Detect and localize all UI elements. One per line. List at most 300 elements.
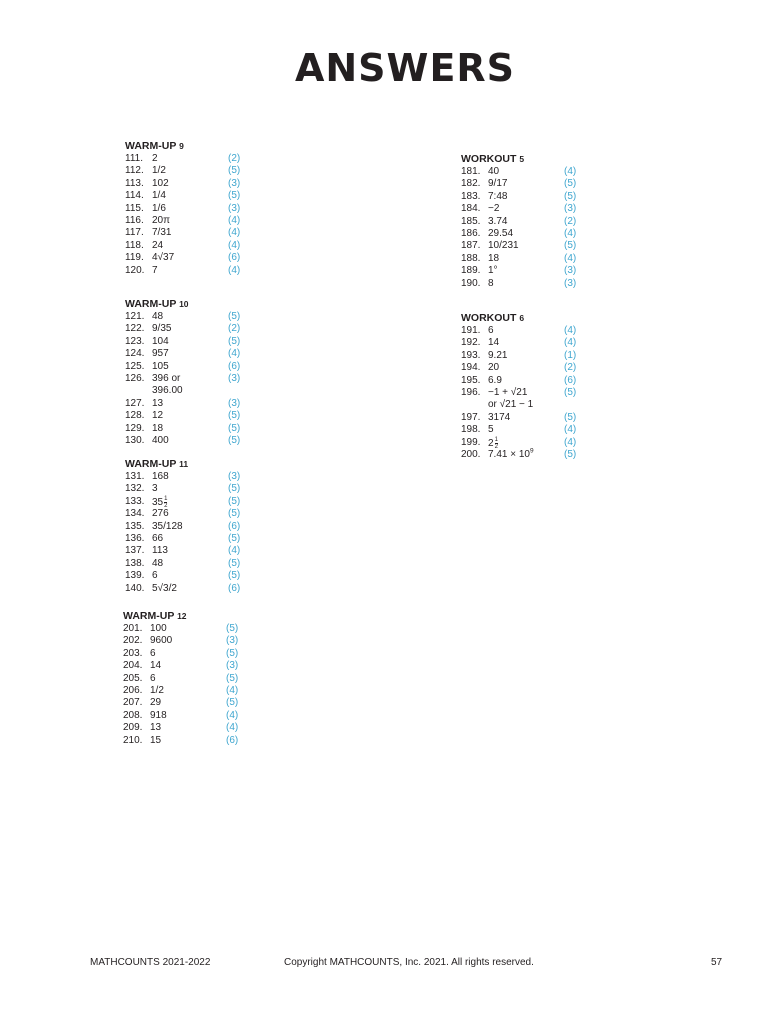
problem-number: 205. [123,672,143,684]
answer-text: 4√37 [152,252,175,264]
answer-row [123,673,293,685]
difficulty-rating: (6) [228,252,241,264]
answer-value [150,697,161,709]
answer-value [488,203,499,215]
answer-text: 1/6 [152,202,166,214]
answer-value [488,253,499,265]
answer-row [125,373,295,385]
difficulty-rating: (5) [226,672,239,684]
section-number: 12 [177,611,187,621]
difficulty-rating: (4) [228,227,241,239]
problem-number: 206. [123,684,143,696]
answer-value [152,190,166,202]
problem-number: 204. [123,660,143,672]
answer-section [123,610,293,747]
problem-number: 113. [125,177,144,189]
answer-row [461,437,631,449]
difficulty-rating: (5) [228,532,241,544]
answer-row [123,623,293,635]
difficulty-rating: (3) [228,471,241,482]
difficulty-rating: (4) [228,545,241,557]
section-label: WARM-UP [125,298,177,310]
answer-text: 9/35 [152,323,172,335]
problem-number: 207. [123,697,143,709]
answer-text: 9.21 [488,349,508,361]
difficulty-rating: (5) [228,422,241,434]
answer-text: 12 [152,410,164,422]
difficulty-rating: (6) [228,520,241,532]
difficulty-rating: (3) [226,635,239,647]
answer-text: 957 [152,348,169,360]
problem-number: 117. [125,227,144,239]
page-title: ANSWERS [294,46,516,90]
answer-text: 2 [488,437,494,449]
answer-value [152,323,171,335]
answer-text: 105 [152,360,169,372]
answer-value [488,375,502,387]
answer-text: 1/2 [150,684,164,696]
problem-number: 187. [461,240,481,252]
difficulty-rating: (3) [228,397,241,409]
answer-value [488,325,494,337]
problem-number: 202. [123,635,143,647]
difficulty-rating: (4) [226,709,239,721]
answer-value [152,508,169,520]
answer-text: 7/31 [152,227,172,239]
answer-value [150,648,156,660]
answer-row [123,685,293,697]
answer-value [152,583,177,595]
answer-value [152,521,183,533]
answer-row [125,178,295,190]
problem-number: 191. [461,325,481,336]
answer-value [150,685,164,697]
difficulty-rating: (5) [564,240,577,252]
answer-text: 7.41 × 10 [488,448,530,460]
section-number: 6 [519,313,525,323]
section-heading [125,140,295,153]
answer-row [125,190,295,202]
answer-row [461,412,631,424]
answer-value [488,191,507,203]
section-label: WORKOUT [461,312,517,324]
answer-text: 102 [152,177,169,189]
section-label: WARM-UP [125,458,177,470]
answer-value [152,558,163,570]
answer-value [152,153,158,165]
answer-value [488,362,499,374]
problem-number: 209. [123,722,143,734]
answer-row [461,387,631,399]
footer-left: MATHCOUNTS 2021-2022 [90,957,211,968]
answer-row [125,311,295,323]
answer-text: 48 [152,557,164,569]
answer-value [152,252,174,264]
answer-text: 6 [150,672,156,684]
answer-text: 13 [150,722,162,734]
answer-text: 20 [488,362,500,374]
answer-row [125,423,295,435]
answer-row [461,178,631,190]
answer-row [461,166,631,178]
problem-number: 201. [123,623,143,634]
answer-row [125,227,295,239]
difficulty-rating: (4) [564,436,577,448]
problem-number: 130. [125,434,145,446]
section-heading [123,610,293,623]
answer-text: 1° [488,265,498,277]
answer-text: 3 [152,483,158,495]
answer-value [150,722,161,734]
answer-row [461,203,631,215]
answer-text: 6.9 [488,374,502,386]
answer-value [152,178,169,190]
difficulty-rating: (5) [226,647,239,659]
section-label: WORKOUT [461,153,517,165]
section-heading [461,312,631,325]
problem-number: 133. [125,495,145,507]
difficulty-rating: (4) [228,214,241,226]
problem-number: 140. [125,582,145,594]
difficulty-rating: (5) [226,697,239,709]
answer-text: 8 [488,277,494,289]
difficulty-rating: (5) [564,411,577,423]
answer-row [125,240,295,252]
answer-text: 29.54 [488,227,514,239]
answer-text: 14 [488,337,500,349]
answer-text: 400 [152,434,169,446]
answer-value [152,348,169,360]
answer-row [461,350,631,362]
answer-value [150,673,156,685]
answer-row [125,533,295,545]
answer-value [488,412,510,424]
answer-row [461,191,631,203]
answer-row [123,710,293,722]
answer-row [125,508,295,520]
difficulty-rating: (5) [228,410,241,422]
difficulty-rating: (4) [564,325,577,336]
difficulty-rating: (4) [564,166,577,177]
problem-number: 111. [125,153,143,164]
difficulty-rating: (5) [564,386,577,398]
problem-number: 112. [125,165,144,177]
answer-row [125,558,295,570]
answer-row [125,153,295,165]
answer-row [461,424,631,436]
answer-row [125,336,295,348]
problem-number: 195. [461,374,481,386]
section-heading [125,458,295,471]
answer-row [125,483,295,495]
answer-text: 168 [152,471,169,482]
problem-number: 122. [125,323,145,335]
answer-row [125,215,295,227]
answer-text: 29 [150,697,162,709]
fraction-denominator: 2 [164,502,168,509]
answer-text: 6 [152,570,158,582]
answer-row [125,521,295,533]
answer-value [152,398,163,410]
answer-row [125,435,295,447]
difficulty-rating: (5) [228,508,241,520]
difficulty-rating: (5) [564,448,577,460]
answer-text: 24 [152,239,164,251]
answer-value [152,570,158,582]
difficulty-rating: (3) [228,372,241,384]
answer-text: 2 [152,153,158,164]
answer-value [150,710,167,722]
answer-value [150,735,161,747]
answer-text: 9/17 [488,178,508,190]
problem-number: 190. [461,277,481,289]
answer-value [488,216,507,228]
difficulty-rating: (4) [226,722,239,734]
answer-row [123,697,293,709]
answer-row [123,648,293,660]
problem-number: 193. [461,349,481,361]
answer-text: 48 [152,311,164,322]
problem-number: 131. [125,471,145,482]
problem-number: 118. [125,239,144,251]
fraction-denominator: 2 [494,443,498,450]
answer-row [461,362,631,374]
answer-text: 100 [150,623,167,634]
answer-row [461,375,631,387]
answer-row [125,471,295,483]
difficulty-rating: (5) [228,190,241,202]
answer-row [125,570,295,582]
answer-row [125,361,295,373]
answer-value [152,215,170,227]
answer-row [461,278,631,290]
answer-value [152,423,163,435]
answer-value [150,660,161,672]
answer-row [125,165,295,177]
problem-number: 127. [125,397,145,409]
answer-value [152,265,158,277]
answer-text: 40 [488,166,500,177]
problem-number: 123. [125,335,145,347]
answer-value [152,410,163,422]
answer-row [123,722,293,734]
answer-row [123,660,293,672]
problem-number: 198. [461,424,481,436]
answer-section [461,153,631,290]
answer-text-continued: 396.00 [152,385,183,397]
fraction-numerator: 1 [494,436,498,443]
problem-number: 119. [125,252,144,264]
problem-number: 136. [125,532,145,544]
answer-text: 13 [152,397,164,409]
difficulty-rating: (4) [228,239,241,251]
answer-value [488,265,498,277]
answer-row [461,449,631,461]
fraction [164,496,167,509]
answer-value [488,240,519,252]
answer-text: 5√3/2 [152,582,177,594]
answer-text: −1 + √21 [488,386,528,398]
problem-number: 196. [461,386,481,398]
problem-number: 116. [125,214,144,226]
problem-number: 192. [461,337,481,349]
answer-row [461,337,631,349]
problem-number: 210. [123,734,143,746]
answer-row [125,410,295,422]
fraction [495,437,498,450]
answer-value [488,166,499,178]
problem-number: 120. [125,264,145,276]
answer-section [125,458,295,595]
difficulty-rating: (5) [228,311,241,322]
answer-value [488,350,507,362]
answer-section [461,312,631,461]
answer-value [152,203,166,215]
answer-text: 6 [488,325,494,336]
answer-text: 104 [152,335,169,347]
answer-row-continuation [461,399,631,411]
problem-number: 199. [461,436,481,448]
problem-number: 128. [125,410,145,422]
answer-row [123,735,293,747]
answer-text: 396 or [152,372,181,384]
difficulty-rating: (3) [226,660,239,672]
problem-number: 189. [461,265,481,277]
answer-row [125,323,295,335]
difficulty-rating: (5) [228,495,241,507]
difficulty-rating: (5) [228,483,241,495]
difficulty-rating: (4) [564,424,577,436]
answer-row [125,348,295,360]
answer-text: 276 [152,508,169,520]
difficulty-rating: (4) [564,252,577,264]
problem-number: 114. [125,190,144,202]
answer-value [488,387,527,399]
problem-number: 183. [461,190,481,202]
section-label: WARM-UP [123,610,175,622]
answer-row [125,265,295,277]
problem-number: 200. [461,448,481,460]
answer-row [123,635,293,647]
difficulty-rating: (1) [564,349,577,361]
answer-value [152,435,169,447]
exponent: 9 [529,447,534,455]
difficulty-rating: (5) [564,178,577,190]
answer-value [488,424,494,436]
problem-number: 208. [123,709,143,721]
answer-text: 7 [152,264,158,276]
section-number: 5 [519,154,525,164]
answer-text: 20π [152,214,171,226]
answer-value [150,623,167,635]
problem-number: 186. [461,227,481,239]
answer-row [125,545,295,557]
section-number: 10 [179,299,189,309]
answer-row [125,583,295,595]
problem-number: 138. [125,557,145,569]
answer-value [488,178,507,190]
difficulty-rating: (6) [564,374,577,386]
answer-value [152,471,169,483]
footer-copyright: Copyright MATHCOUNTS, Inc. 2021. All rights reserved. [284,957,534,968]
difficulty-rating: (2) [564,362,577,374]
answer-text: 66 [152,532,164,544]
problem-number: 135. [125,520,145,532]
answer-value [152,545,168,557]
difficulty-rating: (6) [228,582,241,594]
answer-value [488,449,534,461]
problem-number: 126. [125,372,145,384]
fraction-numerator: 1 [164,495,168,502]
answer-text-continued: or √21 − 1 [488,399,534,411]
problem-number: 137. [125,545,145,557]
answer-text: 1/4 [152,190,166,202]
difficulty-rating: (5) [228,335,241,347]
answer-text: 9600 [150,635,173,647]
section-heading [125,298,295,311]
answer-value [152,165,166,177]
difficulty-rating: (4) [228,348,241,360]
answer-text: 15 [150,734,162,746]
answer-text: 918 [150,709,167,721]
answer-text: 3.74 [488,215,508,227]
difficulty-rating: (4) [564,337,577,349]
problem-number: 197. [461,411,481,423]
difficulty-rating: (2) [564,215,577,227]
problem-number: 181. [461,166,481,177]
difficulty-rating: (6) [226,734,239,746]
answer-row [125,496,295,508]
difficulty-rating: (3) [564,203,577,215]
answer-text: 113 [152,545,168,557]
answer-value [152,336,169,348]
answer-section [125,298,295,447]
problem-number: 129. [125,422,145,434]
answer-text: 5 [488,424,494,436]
problem-number: 182. [461,178,481,190]
answer-row [461,253,631,265]
answer-text: 35 [152,496,164,508]
difficulty-rating: (5) [228,557,241,569]
problem-number: 185. [461,215,481,227]
problem-number: 124. [125,348,145,360]
answer-value [152,533,163,545]
answer-value [152,361,169,373]
answer-value [152,240,163,252]
answer-row [461,265,631,277]
answer-row-continuation [125,385,295,397]
problem-number: 139. [125,570,145,582]
answer-value [488,337,499,349]
answer-row [125,252,295,264]
answer-text: 6 [150,647,156,659]
problem-number: 121. [125,311,145,322]
difficulty-rating: (5) [228,165,241,177]
answer-value [152,311,163,323]
difficulty-rating: (2) [228,323,241,335]
problem-number: 188. [461,252,481,264]
problem-number: 125. [125,360,145,372]
problem-number: 115. [125,202,144,214]
problem-number: 132. [125,483,145,495]
answer-text: −2 [488,203,500,215]
difficulty-rating: (3) [564,277,577,289]
difficulty-rating: (4) [564,227,577,239]
answer-row [461,325,631,337]
difficulty-rating: (5) [228,434,241,446]
answer-text: 10/231 [488,240,519,252]
answer-row [461,216,631,228]
